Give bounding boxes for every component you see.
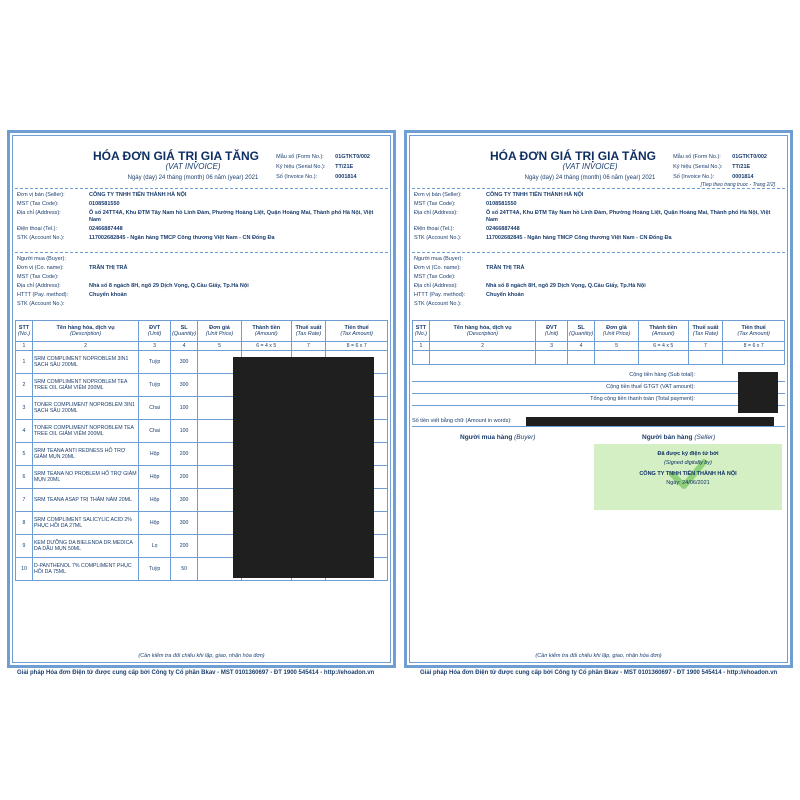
col-header (241, 321, 291, 342)
item-no: 9 (16, 535, 33, 558)
digital-signature-box (594, 444, 782, 510)
col-title: Thuế suất (692, 325, 719, 331)
field-value: 117002682845 - Ngân hàng TMCP Công thương Việt Nam - CN Đống Đa (89, 235, 275, 241)
item-unit: Lọ (139, 535, 171, 558)
col-subtitle: (No.) (17, 331, 31, 337)
meta-label: Mẫu số (Form No.): (276, 154, 324, 160)
col-header (429, 321, 535, 342)
check-note: (Cần kiểm tra đối chiếu khi lập, giao, nhận hóa đơn) (138, 653, 265, 659)
item-desc: SRM TEANA NO PROBLEM HỖ TRỢ GIẢM MỤN 20ML (32, 466, 138, 489)
invoice-date: Ngày (day) 24 tháng (month) 06 năm (year) 2021 (524, 175, 656, 181)
col-number: 5 (595, 342, 639, 351)
col-title: Tiền thuế (344, 325, 369, 331)
invoice-title: HÓA ĐƠN GIÁ TRỊ GIA TĂNG (490, 149, 657, 163)
col-number-row (413, 342, 785, 351)
meta-label: Mẫu số (Form No.): (673, 154, 721, 160)
check-note: (Cần kiểm tra đối chiếu khi lập, giao, nhận hóa đơn) (535, 653, 662, 659)
col-header (198, 321, 242, 342)
col-title: ĐVT (149, 325, 161, 331)
sign-date: Ngày: 24/06/2021 (666, 480, 710, 486)
col-number: 7 (688, 342, 723, 351)
col-title: Tên hàng hóa, dịch vụ (453, 325, 512, 331)
col-number: 2 (32, 342, 138, 351)
field-label: MST (Tax Code): (414, 274, 456, 280)
invoice-title: HÓA ĐƠN GIÁ TRỊ GIA TĂNG (93, 149, 260, 163)
seller-sign-label (642, 434, 715, 441)
seller-sign-en: (Seller) (694, 434, 716, 441)
field-label: STK (Account No.): (17, 301, 65, 307)
col-header (413, 321, 430, 342)
col-number: 8 = 6 x 7 (326, 342, 388, 351)
field-value: CÔNG TY TNHH TIẾN THÀNH HÀ NỘI (89, 192, 187, 198)
vat-label: Cộng tiền thuế GTGT (VAT amount): (412, 382, 785, 394)
col-header (16, 321, 33, 342)
meta-value: 01GTKT0/002 (335, 154, 370, 160)
col-header (638, 321, 688, 342)
item-unit: Hộp (139, 489, 171, 512)
col-subtitle: (Unit) (544, 331, 559, 337)
divider (15, 252, 388, 253)
item-unit: Hộp (139, 512, 171, 535)
signer-name: CÔNG TY TNHH TIẾN THÀNH HÀ NỘI (639, 471, 737, 477)
col-title: Thành tiền (252, 325, 281, 331)
col-subtitle: (No.) (414, 331, 428, 337)
col-subtitle: (Description) (466, 331, 499, 337)
item-no: 5 (16, 443, 33, 466)
col-number: 5 (198, 342, 242, 351)
invoice-meta (673, 152, 767, 182)
col-header (32, 321, 138, 342)
page-footer: Giải pháp Hóa đơn Điện tử được cung cấp bởi Công ty Cổ phần Bkav - MST 0101360697 - ĐT 1900 545414 - http://ehoadon.vn (420, 670, 778, 676)
redaction-block (526, 417, 774, 426)
item-no: 3 (16, 397, 33, 420)
col-subtitle: (Unit Price) (602, 331, 631, 337)
field-label: Địa chỉ (Address): (414, 283, 458, 289)
invoice-page-1 (7, 130, 396, 668)
item-desc: TONER COMPLIMENT NOPROBLEM 3IN1 SẠCH SÂU 200ML (32, 397, 138, 420)
field-label: Người mua (Buyer): (17, 256, 66, 262)
item-qty: 300 (171, 374, 198, 397)
col-number: 4 (568, 342, 595, 351)
field-label: STK (Account No.): (414, 301, 462, 307)
col-number: 7 (291, 342, 326, 351)
item-no: 2 (16, 374, 33, 397)
item-desc: SRM COMPLIMENT SALICYLIC ACID 2% PHỤC HỒI DA 27ML (32, 512, 138, 535)
item-qty: 100 (171, 420, 198, 443)
seller-info (414, 192, 783, 244)
field-label: Đơn vị (Co. name): (414, 265, 461, 271)
field-label: MST (Tax Code): (17, 274, 59, 280)
col-title: Thành tiền (649, 325, 678, 331)
col-number: 4 (171, 342, 198, 351)
item-desc: SRM COMPLIMENT NOPROBLEM TEA TREE OIL GIẢM VIÊM 200ML (32, 374, 138, 397)
field-label: Điện thoại (Tel.): (17, 226, 58, 232)
col-subtitle: (Tax Amount) (737, 331, 770, 337)
field-value: 0108581550 (89, 201, 120, 207)
col-subtitle: (Amount) (254, 331, 278, 337)
meta-value: TT/21E (732, 164, 751, 170)
field-label: Địa chỉ (Address): (17, 210, 61, 216)
item-unit: Hộp (139, 466, 171, 489)
field-label: Đơn vị (Co. name): (17, 265, 64, 271)
continued-note: [Tiep theo trang truoc - Trang 2/2] (700, 182, 775, 188)
meta-label: Số (Invoice No.): (673, 174, 715, 180)
field-value: 117002682845 - Ngân hàng TMCP Công thương Việt Nam - CN Đống Đa (486, 235, 672, 241)
item-no: 7 (16, 489, 33, 512)
buyer-sign-en: (Buyer) (514, 434, 536, 441)
col-title: STT (415, 325, 427, 331)
col-header (688, 321, 723, 342)
col-header (536, 321, 568, 342)
col-number: 1 (16, 342, 33, 351)
col-title: Thuế suất (295, 325, 322, 331)
invoice-subtitle: (VAT INVOICE) (165, 162, 221, 171)
subtotal-label: Cộng tiền hàng (Sub total): (412, 370, 785, 382)
divider (412, 252, 785, 253)
meta-label: Ký hiệu (Serial No.): (276, 164, 326, 170)
field-label: MST (Tax Code): (414, 201, 456, 207)
total-label: Tổng cộng tiền thanh toán (Total payment): (412, 394, 785, 406)
item-no: 6 (16, 466, 33, 489)
field-label: Đơn vị bán (Seller): (414, 192, 462, 198)
item-unit: Hộp (139, 443, 171, 466)
col-number: 6 = 4 x 5 (241, 342, 291, 351)
col-header (326, 321, 388, 342)
field-label: HTTT (Pay. method): (17, 292, 69, 298)
totals-section (412, 370, 785, 406)
field-label: Người mua (Buyer): (414, 256, 463, 262)
redaction-block (233, 357, 374, 578)
seller-sign-title: Người bán hàng (642, 434, 693, 441)
field-value: 02466887448 (486, 226, 520, 232)
invoice-date: Ngày (day) 24 tháng (month) 06 năm (year) 2021 (127, 175, 259, 181)
item-no: 10 (16, 558, 33, 581)
col-number: 2 (429, 342, 535, 351)
field-label: Điện thoại (Tel.): (414, 226, 455, 232)
invoice-page-2 (404, 130, 793, 668)
item-no: 1 (16, 351, 33, 374)
item-qty: 200 (171, 466, 198, 489)
item-qty: 300 (171, 351, 198, 374)
col-title: Đơn giá (209, 325, 230, 331)
col-title: STT (18, 325, 30, 331)
item-desc: TONER COMPLIMENT NOPROBLEM TEA TREE OIL GIẢM VIÊM 200ML (32, 420, 138, 443)
redaction-block (738, 372, 778, 413)
item-desc: D-PANTHENOL 7% COMPLIMENT PHỤC HỒI DA 75ML (32, 558, 138, 581)
col-header (595, 321, 639, 342)
field-value: 0108581550 (486, 201, 517, 207)
col-number: 1 (413, 342, 430, 351)
field-value: Ô số 24TT4A, Khu ĐTM Tây Nam hồ Linh Đàm, Phường Hoàng Liệt, Quận Hoàng Mai, Thành phố Hà Nội, Việt Nam (89, 210, 374, 223)
col-subtitle: (Tax Amount) (340, 331, 373, 337)
item-qty: 200 (171, 535, 198, 558)
item-qty: 100 (171, 397, 198, 420)
amount-in-words: Số tiền viết bằng chữ (Amount in words): (412, 416, 785, 427)
field-value: TRẦN THỊ TRÀ (486, 265, 525, 271)
col-header (568, 321, 595, 342)
field-label: HTTT (Pay. method): (414, 292, 466, 298)
col-subtitle: (Description) (69, 331, 102, 337)
item-qty: 200 (171, 443, 198, 466)
col-number: 3 (139, 342, 171, 351)
field-label: MST (Tax Code): (17, 201, 59, 207)
col-title: SL (577, 325, 585, 331)
meta-value: 0001814 (335, 174, 357, 180)
col-header (291, 321, 326, 342)
col-number: 6 = 4 x 5 (638, 342, 688, 351)
col-header (139, 321, 171, 342)
field-value: Chuyển khoản (89, 292, 127, 298)
buyer-info (414, 256, 783, 310)
signed-by-label: Đã được ký điện tử bởi (657, 451, 719, 457)
buyer-sign-title: Người mua hàng (460, 434, 513, 441)
table-header-row (413, 321, 785, 342)
col-header (171, 321, 198, 342)
field-value: TRẦN THỊ TRÀ (89, 265, 128, 271)
field-label: Địa chỉ (Address): (17, 283, 61, 289)
col-number: 8 = 6 x 7 (723, 342, 785, 351)
meta-label: Ký hiệu (Serial No.): (673, 164, 723, 170)
invoice-subtitle: (VAT INVOICE) (562, 162, 618, 171)
field-label: STK (Account No.): (17, 235, 65, 241)
col-subtitle: (Amount) (651, 331, 675, 337)
col-title: SL (180, 325, 188, 331)
table-header-row (16, 321, 388, 342)
buyer-sign-label (460, 434, 535, 441)
item-unit: Chai (139, 397, 171, 420)
field-label: STK (Account No.): (414, 235, 462, 241)
col-subtitle: (Quantity) (172, 331, 197, 337)
col-title: Tên hàng hóa, dịch vụ (56, 325, 115, 331)
item-no: 8 (16, 512, 33, 535)
item-desc: SRM TEANA ANTI REDNESS HỖ TRỢ GIẢM MỤN 20ML (32, 443, 138, 466)
col-subtitle: (Quantity) (569, 331, 594, 337)
invoice-meta (276, 152, 370, 182)
col-title: Đơn giá (606, 325, 627, 331)
page-footer: Giải pháp Hóa đơn Điện tử được cung cấp bởi Công ty Cổ phần Bkav - MST 0101360697 - ĐT 1900 545414 - http://ehoadon.vn (17, 670, 375, 676)
col-header (723, 321, 785, 342)
signed-by-en: (Signed digitally by) (664, 460, 712, 466)
item-unit: Tuýp (139, 558, 171, 581)
field-value: Ô số 24TT4A, Khu ĐTM Tây Nam hồ Linh Đàm, Phường Hoàng Liệt, Quận Hoàng Mai, Thành phố Hà Nội, Việt Nam (486, 210, 771, 223)
divider (412, 188, 785, 189)
item-no: 4 (16, 420, 33, 443)
item-unit: Tuýp (139, 351, 171, 374)
item-qty: 50 (171, 558, 198, 581)
items-table (412, 320, 785, 365)
meta-value: 01GTKT0/002 (732, 154, 767, 160)
meta-label: Số (Invoice No.): (276, 174, 318, 180)
col-subtitle: (Unit Price) (205, 331, 234, 337)
field-value: CÔNG TY TNHH TIẾN THÀNH HÀ NỘI (486, 192, 584, 198)
item-desc: KEM DƯỠNG DA BIELENDA DR.MEDICA DA DẦU MỤN 50ML (32, 535, 138, 558)
item-unit: Tuýp (139, 374, 171, 397)
item-qty: 300 (171, 512, 198, 535)
table-row (413, 351, 785, 365)
col-subtitle: (Unit) (147, 331, 162, 337)
field-label: Địa chỉ (Address): (414, 210, 458, 216)
col-number: 3 (536, 342, 568, 351)
col-title: Tiền thuế (741, 325, 766, 331)
item-qty: 300 (171, 489, 198, 512)
field-label: Đơn vị bán (Seller): (17, 192, 65, 198)
field-value: Nhà số 8 ngách 8H, ngõ 29 Dịch Vọng, Q.Cầu Giấy, Tp.Hà Nội (486, 283, 646, 289)
col-subtitle: (Tax Rate) (295, 331, 322, 337)
col-subtitle: (Tax Rate) (692, 331, 719, 337)
divider (15, 188, 388, 189)
field-value: Chuyển khoản (486, 292, 524, 298)
col-title: ĐVT (546, 325, 558, 331)
col-number-row (16, 342, 388, 351)
seller-info (17, 192, 386, 244)
meta-value: 0001814 (732, 174, 754, 180)
buyer-info (17, 256, 386, 310)
field-value: 02466887448 (89, 226, 123, 232)
item-unit: Chai (139, 420, 171, 443)
item-desc: SRM TEANA ASAP TRỊ THÂM NÁM 20ML (32, 489, 138, 512)
field-value: Nhà số 8 ngách 8H, ngõ 29 Dịch Vọng, Q.Cầu Giấy, Tp.Hà Nội (89, 283, 249, 289)
meta-value: TT/21E (335, 164, 354, 170)
item-desc: SRM COMPLIMENT NOPROBLEM 3IN1 SẠCH SÂU 200ML (32, 351, 138, 374)
